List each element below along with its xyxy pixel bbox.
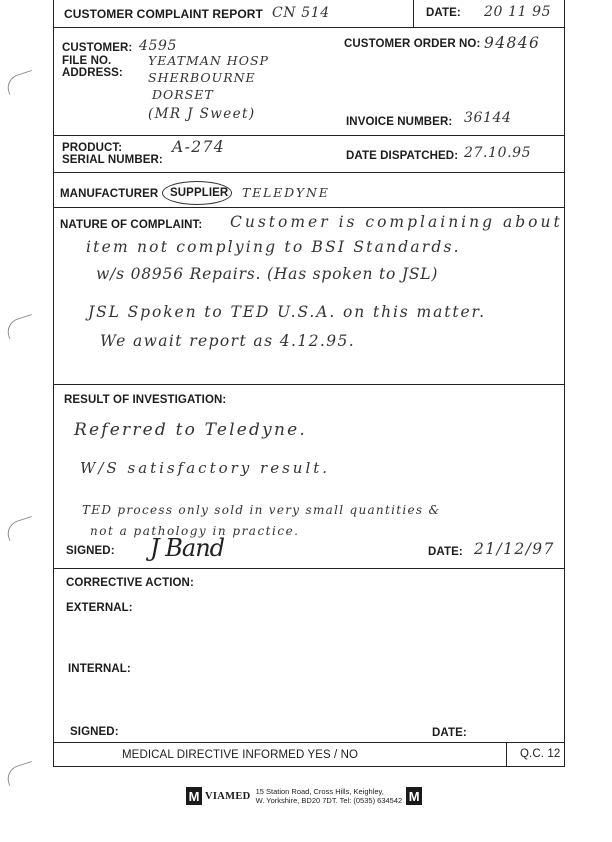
signed-label: SIGNED: — [66, 545, 115, 557]
internal-label: INTERNAL: — [68, 663, 131, 675]
investigation-date-value: 21/12/97 — [474, 540, 555, 558]
divider — [54, 172, 564, 173]
company-address — [256, 787, 403, 805]
report-ref: CN 514 — [272, 5, 330, 21]
divider — [54, 568, 564, 569]
punch-mark — [4, 314, 37, 339]
viamed-logo-icon: M — [406, 787, 422, 805]
date-value: 20 11 95 — [484, 4, 552, 20]
address-line: YEATMAN HOSP — [148, 53, 269, 68]
complaint-line: JSL Spoken to TED U.S.A. on this matter. — [88, 303, 486, 321]
investigation-line: not a pathology in practice. — [90, 524, 300, 538]
product-value: A-274 — [172, 138, 226, 156]
complaint-form — [53, 0, 565, 767]
date-dispatched-value: 27.10.95 — [464, 145, 532, 161]
customer-order-value: 94846 — [484, 34, 541, 52]
investigation-line: TED process only sold in very small quantities & — [82, 503, 441, 517]
complaint-line: item not complying to BSI Standards. — [86, 238, 461, 256]
divider — [54, 207, 564, 208]
customer-value: 4595 — [139, 38, 178, 54]
date-label: DATE: — [426, 7, 461, 19]
qc-number: Q.C. 12 — [520, 748, 561, 760]
investigation-date-label: DATE: — [428, 546, 463, 558]
date-dispatched-label: DATE DISPATCHED: — [346, 150, 459, 162]
date-label-2: DATE: — [432, 727, 467, 739]
qc-divider — [506, 742, 507, 766]
signed-label-2: SIGNED: — [70, 726, 119, 738]
complaint-line: Customer is complaining about — [230, 213, 563, 231]
customer-order-label: CUSTOMER ORDER NO: — [344, 38, 481, 50]
divider — [54, 384, 564, 385]
punch-mark — [4, 761, 37, 786]
external-label: EXTERNAL: — [66, 602, 133, 614]
complaint-line: We await report as 4.12.95. — [100, 332, 356, 350]
address-line: DORSET — [152, 87, 214, 102]
viamed-logo-icon: M — [186, 787, 202, 805]
file-no-label: FILE NO. — [62, 55, 112, 67]
punch-mark — [4, 70, 37, 95]
result-of-investigation-label: RESULT OF INVESTIGATION: — [64, 394, 227, 406]
invoice-label: INVOICE NUMBER: — [346, 116, 453, 128]
customer-label: CUSTOMER: — [62, 42, 133, 54]
complaint-line: w/s 08956 Repairs. (Has spoken to JSL) — [96, 265, 439, 283]
nature-of-complaint-label: NATURE OF COMPLAINT: — [60, 219, 203, 231]
header-divider — [413, 0, 414, 27]
supplier-label: SUPPLIER — [170, 187, 229, 199]
manufacturer-label: MANUFACTURER — [60, 188, 159, 200]
form-title: CUSTOMER COMPLAINT REPORT — [64, 7, 263, 21]
address-line: SHERBOURNE — [148, 70, 256, 85]
investigation-line: Referred to Teledyne. — [74, 420, 307, 440]
signature: J Band — [150, 534, 225, 562]
divider — [54, 742, 564, 743]
divider — [54, 27, 564, 28]
supplier-circle — [162, 181, 232, 205]
investigation-line: W/S satisfactory result. — [80, 459, 331, 477]
address-line: (MR J Sweet) — [148, 106, 256, 122]
medical-directive-label: MEDICAL DIRECTIVE INFORMED YES / NO — [122, 749, 359, 761]
manufacturer-value: TELEDYNE — [242, 185, 330, 200]
address-label: ADDRESS: — [62, 67, 123, 79]
product-label: PRODUCT: — [62, 142, 123, 154]
serial-number-label: SERIAL NUMBER: — [62, 154, 163, 166]
invoice-value: 36144 — [464, 110, 512, 126]
corrective-action-label: CORRECTIVE ACTION: — [66, 577, 194, 589]
divider — [54, 135, 564, 136]
address-line-2: W. Yorkshire, BD20 7DT. Tel: (0535) 634542 — [255, 796, 403, 805]
brand-name: VIAMED — [205, 790, 251, 802]
company-footer — [186, 783, 422, 809]
address-line-1: 15 Station Road, Cross Hills, Keighley, — [255, 787, 384, 796]
punch-mark — [4, 516, 37, 541]
